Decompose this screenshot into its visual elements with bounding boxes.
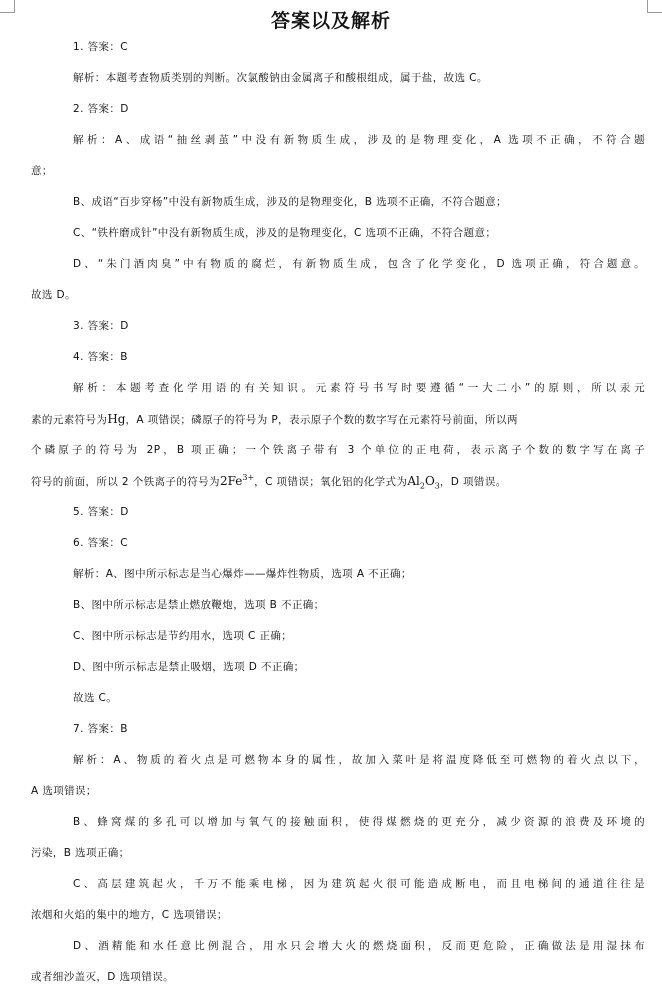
text-segment: 素的元素符号为 [31,414,108,426]
formula-2fe3plus [220,474,254,488]
explanation-4-line-4 [31,474,645,489]
explanation-7-b-line-1: B、蜂窝煤的多孔可以增加与氧气的接触面积，使得煤燃烧的更充分，减少资源的浪费及环境的 [73,816,645,828]
explanation-2-b: B、成语“百步穿杨”中没有新物质生成，涉及的是物理变化，B 选项不正确，不符合题意； [73,196,507,208]
answer-5: 5. 答案：D [73,506,129,518]
explanation-2-d: D、“朱门酒肉臭”中有物质的腐烂，有新物质生成，包含了化学变化，D 选项正确，符合题意。 [73,258,645,270]
explanation-7-a-line-1: 解析：A、物质的着火点是可燃物本身的属性，故加入菜叶是将温度降低至可燃物的着火点以下， [73,754,645,766]
page-title: 答案以及解析 [270,10,391,32]
formula-al2o3 [407,474,440,491]
conclusion-6: 故选 C。 [73,692,118,704]
explanation-6-a: 解析：A、图中所示标志是当心爆炸——爆炸性物质，选项 A 不正确； [73,568,412,580]
explanation-7-d-line-1: D、酒精能和水任意比例混合，用水只会增大火的燃烧面积，反而更危险，正确做法是用湿抹布 [73,940,645,952]
explanation-7-a-line-2: A 选项错误； [31,785,97,797]
explanation-7-b-line-2: 污染，B 选项正确； [31,847,130,859]
formula-part: Al [407,474,420,488]
text-segment: ，D 项错误。 [439,476,507,488]
formula-subscript: 2 [419,481,425,491]
answer-7: 7. 答案：B [73,723,128,735]
formula-part: 2Fe [219,474,243,488]
answer-4: 4. 答案：B [73,351,128,363]
answer-2: 2. 答案：D [73,103,129,115]
text-segment: ，A 项错误；磷原子的符号为 P，表示原子个数的数字写在元素符号前面，所以两 [125,414,518,426]
explanation-2-c: C、“铁杵磨成针”中没有新物质生成，涉及的是物理变化，C 选项不正确，不符合题意； [73,227,497,239]
explanation-6-d: D、图中所示标志是禁止吸烟，选项 D 不正确； [73,661,305,673]
explanation-4-line-2 [31,412,645,427]
answer-6: 6. 答案：C [73,537,128,549]
formula-hg: Hg [107,412,126,426]
explanation-4-line-3: 个磷原子的符号为 2P，B 项正确；一个铁离子带有 3 个单位的正电荷，表示离子个数的数字写在离子 [31,444,645,456]
answer-1: 1. 答案：C [73,41,128,53]
answer-3: 3. 答案：D [73,320,129,332]
text-segment: 符号的前面，所以 2 个铁离子的符号为 [31,476,220,488]
explanation-7-c-line-1: C、高层建筑起火，千万不能乘电梯，因为建筑起火很可能造成断电，而且电梯间的通道往往是 [73,878,645,890]
explanation-1: 解析：本题考查物质类别的判断。次氯酸钠由金属离子和酸根组成，属于盐，故选 C。 [73,72,488,84]
explanation-6-b: B、图中所示标志是禁止燃放鞭炮，选项 B 不正确； [73,599,325,611]
formula-part: O [424,474,435,488]
explanation-4-line-1: 解析：本题考查化学用语的有关知识。元素符号书写时要遵循“一大二小”的原则，所以汞元 [73,382,645,394]
explanation-7-d-line-2: 或者细沙盖灭，D 选项错误。 [31,971,175,983]
explanation-7-c-line-2: 浓烟和火焰的集中的地方，C 选项错误； [31,909,228,921]
formula-subscript: 3 [434,481,440,491]
explanation-6-c: C、图中所示标志是节约用水，选项 C 正确； [73,630,293,642]
text-segment: ，C 项错误；氧化铝的化学式为 [254,476,408,488]
explanation-2-line-2: 意； [31,165,53,177]
explanation-2-line-1: 解析：A、成语“抽丝剥茧”中没有新物质生成，涉及的是物理变化，A 选项不正确，不符合题 [73,134,645,146]
conclusion-2: 故选 D。 [31,289,76,301]
formula-charge: 3+ [242,473,255,482]
